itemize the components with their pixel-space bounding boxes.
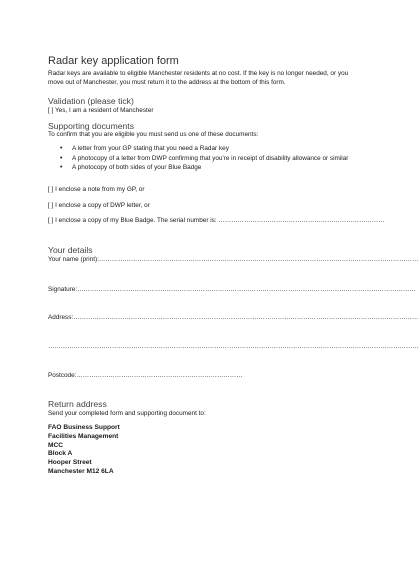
list-item: • A letter from your GP stating that you need a Radar key <box>48 145 358 154</box>
intro-text: Radar keys are available to eligible Manchester residents at no cost. If the key is no longer needed, or you move out of Manchester, you must return it to the address at the bottom of this form. <box>48 70 349 86</box>
gp-note-checkbox[interactable]: [ ] I enclose a note from my GP, or <box>48 186 145 193</box>
return-address <box>48 424 120 477</box>
address-line: Facilities Management <box>48 432 119 440</box>
address-line: MCC <box>48 441 64 449</box>
return-intro: Send your completed form and supporting document to: <box>48 410 206 417</box>
supporting-intro: To confirm that you are eligible you must send us one of these documents: <box>48 131 259 138</box>
supporting-heading: Supporting documents <box>48 121 134 131</box>
details-heading: Your details <box>48 245 93 255</box>
documents-list <box>48 145 358 174</box>
signature-field[interactable]: Signature:…………………………………………………………………………………………………………………………………………… <box>48 286 416 293</box>
list-item: • A photocopy of a letter from DWP confirming that you're in receipt of disability allowance or similar <box>48 155 358 164</box>
address-line: Hooper Street <box>48 459 92 467</box>
return-heading: Return address <box>48 399 107 409</box>
address-line: FAO Business Support <box>48 424 120 431</box>
address-field-line2[interactable]: ………………………………………………………………………………………………………………………………………………………… <box>48 343 419 350</box>
postcode-field[interactable]: Postcode:…………………………………………………………………… <box>48 372 243 379</box>
list-item: • A photocopy of both sides of your Blue Badge <box>48 164 358 173</box>
name-field[interactable]: Your name (print):…………………………………………………………………………………………………………………………………… <box>48 256 419 263</box>
page-title: Radar key application form <box>48 55 179 67</box>
blue-badge-checkbox[interactable]: [ ] I enclose a copy of my Blue Badge. The serial number is: …………………………………………………………………… <box>48 217 385 224</box>
address-line: Block A <box>48 450 73 458</box>
dwp-letter-checkbox[interactable]: [ ] I enclose a copy of DWP letter, or <box>48 202 150 209</box>
resident-checkbox[interactable]: [ ] Yes, I am a resident of Manchester <box>48 107 154 114</box>
address-line: Manchester M12 6LA <box>48 467 114 475</box>
address-field[interactable]: Address:……………………………………………………………………………………………………………………………………………… <box>48 314 419 321</box>
validation-heading: Validation (please tick) <box>48 96 134 106</box>
